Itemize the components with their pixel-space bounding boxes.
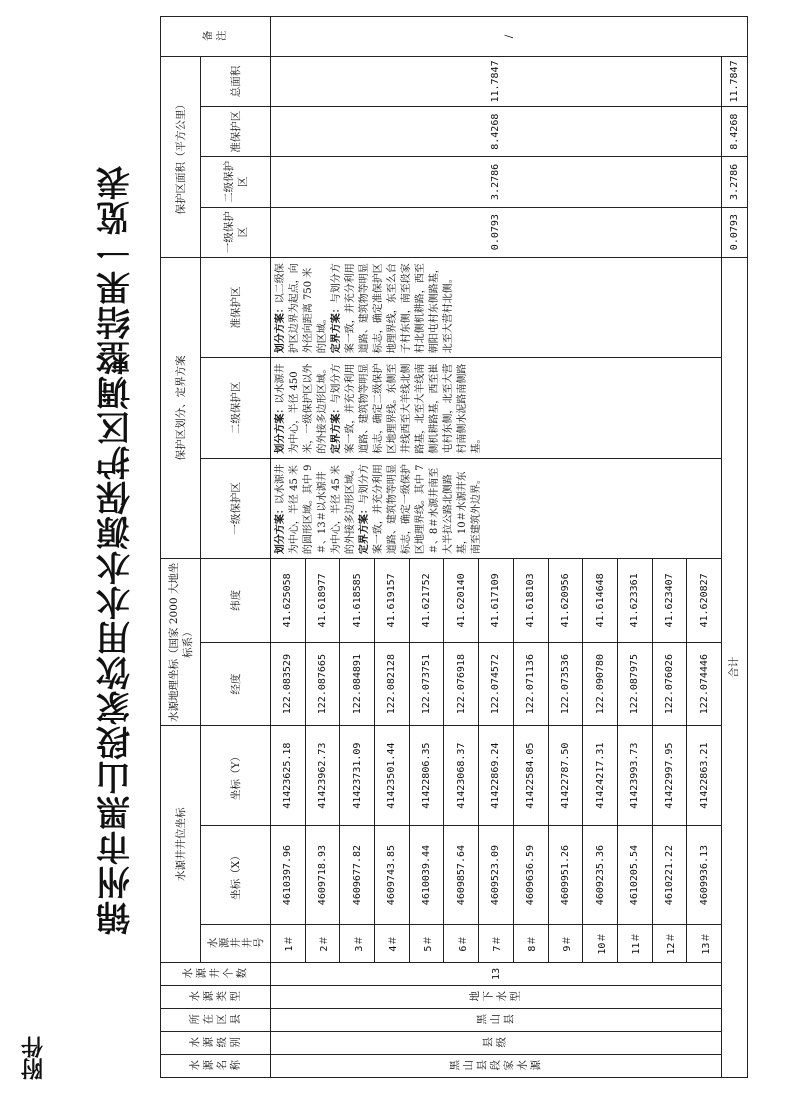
well-lat: 41.618977 (305, 559, 340, 643)
total-total: 11.7847 (721, 56, 747, 106)
header-level1: 一级保护区 (201, 458, 271, 558)
rotated-table-container (160, 16, 748, 1078)
well-lat: 41.623407 (652, 559, 687, 643)
well-y: 41423068.37 (444, 726, 479, 825)
level2-scheme-cell (271, 358, 722, 458)
well-x: 4609936.13 (687, 825, 722, 924)
well-x: 4610039.44 (409, 825, 444, 924)
well-x: 4609636.59 (513, 825, 548, 924)
well-lon: 122.071136 (513, 642, 548, 726)
county-cell: 黑山县 (271, 1008, 722, 1031)
header-coord-x: 坐标（X） (201, 825, 271, 924)
well-y: 41422584.05 (513, 726, 548, 825)
quasi-divide-label: 划分方案： (275, 303, 286, 354)
well-no: 6＃ (444, 925, 479, 963)
well-lon: 122.082128 (375, 642, 410, 726)
well-no: 5＃ (409, 925, 444, 963)
header-area-level2: 二级保护区 (201, 157, 271, 207)
quasi-scheme-cell (271, 257, 722, 357)
well-y: 41424217.31 (583, 726, 618, 825)
level2-define-text: 与划分方案一致，并充分利用道路、建筑物等明显标志，确定二级保护区地理界线。东侧至井线西至大羊线北侧路基，北至大羊线南侧机耕路基，西至崔屯村东侧，北至大营村南侧水泥路南侧路基。 (331, 363, 482, 454)
header-zoning: 保护区划分、定界方案 (161, 257, 201, 558)
level2-divide-text: 以水源井为中心，半径 450 米，一级保护区以外的外接多边形区域。 (275, 363, 328, 454)
well-no: 2＃ (305, 925, 340, 963)
well-y: 41423625.18 (271, 726, 306, 825)
header-area-total: 总面积 (201, 56, 271, 106)
total-level1: 0.0793 (721, 207, 747, 257)
well-lat: 41.625058 (271, 559, 306, 643)
quasi-define-text: 与划分方案一致，并充分利用道路、建筑物等明显标志，确定准保护区地理界线，东至么台子村东侧，南至段家村北侧机耕路，西至朝阳屯村东侧路基，北至大营村北侧。 (331, 263, 454, 354)
well-lat: 41.620827 (687, 559, 722, 643)
well-lat: 41.619157 (375, 559, 410, 643)
well-x: 4610221.22 (652, 825, 687, 924)
total-row-label: 合计 (721, 257, 747, 1077)
header-well-count: 水源井个数 (161, 962, 271, 985)
source-type-cell: 地下水型 (271, 985, 722, 1008)
area-quasi: 8.4268 (271, 107, 722, 157)
well-no: 12＃ (652, 925, 687, 963)
header-well-coords: 水源井井位坐标 (161, 726, 201, 962)
header-source-level: 水源级别 (161, 1031, 271, 1054)
well-y: 41422787.50 (548, 726, 583, 825)
well-lat: 41.617109 (479, 559, 514, 643)
well-lat: 41.618585 (340, 559, 375, 643)
area-level2: 3.2786 (271, 157, 722, 207)
header-area-level1: 一级保护区 (201, 207, 271, 257)
document-title: 锦州市黑山段家饮用水水源保护区调整结果一览表 (96, 165, 137, 935)
total-quasi: 8.4268 (721, 107, 747, 157)
well-no: 8＃ (513, 925, 548, 963)
header-quasi: 准保护区 (201, 257, 271, 357)
well-no: 9＃ (548, 925, 583, 963)
header-coord-y: 坐标（Y） (201, 726, 271, 825)
well-no: 10＃ (583, 925, 618, 963)
well-no: 1＃ (271, 925, 306, 963)
level1-divide-text: 以水源井为中心，半径 45 米的圆形区域。其中 9＃、13＃以水源井为中心，半径 45 米的外接多边形区域。 (275, 464, 356, 555)
total-level2: 3.2786 (721, 157, 747, 207)
quasi-divide-text: 以二级保护区边界为起点，向外径向距离 750 米的区域。 (275, 263, 328, 354)
well-lat: 41.618103 (513, 559, 548, 643)
well-y: 41423993.73 (617, 726, 652, 825)
header-area: 保护区面积（平方公里） (161, 56, 201, 257)
well-y: 41422863.21 (687, 726, 722, 825)
well-lon: 122.076918 (444, 642, 479, 726)
well-y: 41422806.35 (409, 726, 444, 825)
well-no: 11＃ (617, 925, 652, 963)
header-level2: 二级保护区 (201, 358, 271, 458)
level1-define-text: 与划分方案一致，并充分利用道路、建筑物等明显标志，确定一级保护区地理界线。其中 7＃、8＃水源井南至大半拉公路北侧路基，10＃水源井东南至建筑外边界。 (359, 464, 482, 555)
well-x: 4609677.82 (340, 825, 375, 924)
level1-define-label: 定界方案： (359, 504, 370, 555)
well-lon: 122.076026 (652, 642, 687, 726)
well-no: 4＃ (375, 925, 410, 963)
area-level1: 0.0793 (271, 207, 722, 257)
remark-cell (271, 17, 748, 57)
well-x: 4609857.64 (444, 825, 479, 924)
header-longitude: 经度 (201, 642, 271, 726)
well-lat: 41.623361 (617, 559, 652, 643)
protection-zone-table (160, 16, 748, 1078)
source-name-cell: 黑山县段家水源 (271, 1054, 722, 1077)
header-cgcs: 水源地理坐标（国家 2000 大地坐标系） (161, 559, 201, 726)
header-county: 所在区县 (161, 1008, 271, 1031)
remark-value: / (503, 34, 515, 39)
well-x: 4609718.93 (305, 825, 340, 924)
well-x: 4609235.36 (583, 825, 618, 924)
well-y: 41423731.09 (340, 726, 375, 825)
well-y: 41422997.95 (652, 726, 687, 825)
level2-divide-label: 划分方案： (275, 403, 286, 454)
well-lat: 41.614648 (583, 559, 618, 643)
header-latitude: 纬度 (201, 559, 271, 643)
well-lat: 41.621752 (409, 559, 444, 643)
well-lon: 122.090780 (583, 642, 618, 726)
level1-divide-label: 划分方案： (275, 504, 286, 555)
well-x: 4609523.09 (479, 825, 514, 924)
header-area-quasi: 准保护区 (201, 107, 271, 157)
well-y: 41422869.24 (479, 726, 514, 825)
well-count-cell: 13 (271, 962, 722, 985)
well-x: 4610397.96 (271, 825, 306, 924)
well-lat: 41.620140 (444, 559, 479, 643)
well-lon: 122.084891 (340, 642, 375, 726)
well-lat: 41.620956 (548, 559, 583, 643)
quasi-define-label: 定界方案： (331, 303, 342, 354)
well-lon: 122.087665 (305, 642, 340, 726)
well-y: 41423962.73 (305, 726, 340, 825)
header-well-no: 水源井井号 (201, 925, 271, 963)
header-remark: 备注 (161, 17, 271, 57)
well-y: 41423501.44 (375, 726, 410, 825)
area-total: 11.7847 (271, 56, 722, 106)
level1-scheme-cell (271, 458, 722, 558)
well-no: 13＃ (687, 925, 722, 963)
attachment-label: 附件 (21, 1036, 47, 1080)
level2-define-label: 定界方案： (331, 403, 342, 454)
well-x: 4609951.26 (548, 825, 583, 924)
well-lon: 122.087975 (617, 642, 652, 726)
well-lon: 122.073536 (548, 642, 583, 726)
well-x: 4609743.85 (375, 825, 410, 924)
header-source-type: 水源类型 (161, 985, 271, 1008)
header-source-name: 水源名称 (161, 1054, 271, 1077)
well-no: 3＃ (340, 925, 375, 963)
well-x: 4610205.54 (617, 825, 652, 924)
well-lon: 122.083529 (271, 642, 306, 726)
well-lon: 122.074446 (687, 642, 722, 726)
well-lon: 122.073751 (409, 642, 444, 726)
well-no: 7＃ (479, 925, 514, 963)
source-level-cell: 县级 (271, 1031, 722, 1054)
well-lon: 122.074572 (479, 642, 514, 726)
